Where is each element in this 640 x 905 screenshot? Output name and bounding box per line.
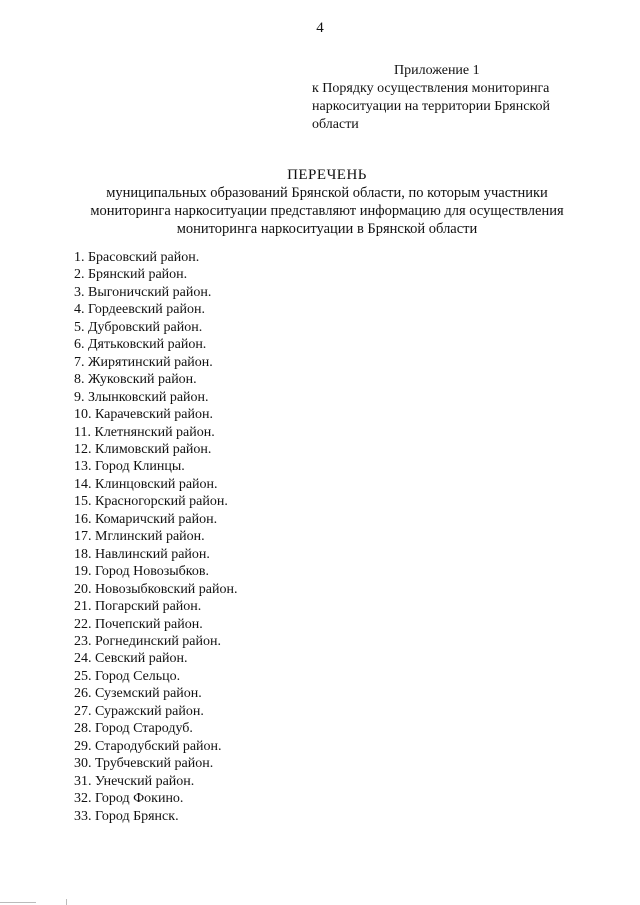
list-item: 12. Климовский район. [74, 441, 212, 457]
list-item: 10. Карачевский район. [74, 407, 214, 423]
appendix-line: к Порядку осуществления мониторинга [312, 81, 550, 96]
list-item: 29. Стародубский район. [74, 738, 222, 754]
list-item: 6. Дятьковский район. [74, 337, 207, 353]
list-item: 8. Жуковский район. [74, 372, 197, 388]
heading-title: ПЕРЕЧЕНЬ [287, 167, 367, 183]
list-item: 20. Новозыбковский район. [74, 581, 238, 597]
list-item: 15. Красногорский район. [74, 494, 228, 510]
scan-mark [66, 899, 67, 905]
list-heading [40, 166, 614, 238]
heading-line: муниципальных образований Брянской области, по которым участники [106, 185, 548, 201]
list-item: 9. Злынковский район. [74, 389, 209, 405]
municipality-list [74, 249, 238, 825]
list-item: 3. Выгоничский район. [74, 284, 212, 300]
list-item: 13. Город Клинцы. [74, 459, 185, 475]
list-item: 28. Город Стародуб. [74, 721, 193, 737]
list-item: 27. Суражский район. [74, 703, 204, 719]
list-item: 24. Севский район. [74, 651, 188, 667]
appendix-line: наркоситуации на территории Брянской [312, 99, 551, 114]
list-item: 22. Почепский район. [74, 616, 203, 632]
appendix-line: области [312, 117, 359, 132]
list-item: 7. Жирятинский район. [74, 354, 213, 370]
scan-mark [0, 902, 36, 903]
list-item: 17. Мглинский район. [74, 529, 205, 545]
list-item: 33. Город Брянск. [74, 808, 179, 824]
list-item: 11. Клетнянский район. [74, 424, 215, 440]
list-item: 23. Рогнединский район. [74, 633, 222, 649]
list-item: 32. Город Фокино. [74, 791, 184, 807]
list-item: 19. Город Новозыбков. [74, 564, 209, 580]
list-item: 31. Унечский район. [74, 773, 195, 789]
list-item: 2. Брянский район. [74, 267, 188, 283]
page-number: 4 [316, 20, 324, 36]
list-item: 21. Погарский район. [74, 599, 202, 615]
list-item: 25. Город Сельцо. [74, 668, 181, 684]
list-item: 4. Гордеевский район. [74, 302, 205, 318]
list-item: 30. Трубчевский район. [74, 756, 214, 772]
appendix-block [312, 62, 612, 134]
list-item: 16. Комаричский район. [74, 511, 218, 527]
list-item: 26. Суземский район. [74, 686, 202, 702]
list-item: 18. Навлинский район. [74, 546, 210, 562]
heading-line: мониторинга наркоситуации в Брянской области [176, 221, 478, 237]
heading-line: мониторинга наркоситуации представляют информацию для осуществления [90, 203, 564, 219]
list-item: 1. Брасовский район. [74, 250, 200, 265]
appendix-title: Приложение 1 [394, 63, 480, 78]
list-item: 5. Дубровский район. [74, 319, 203, 335]
list-item: 14. Клинцовский район. [74, 476, 218, 492]
